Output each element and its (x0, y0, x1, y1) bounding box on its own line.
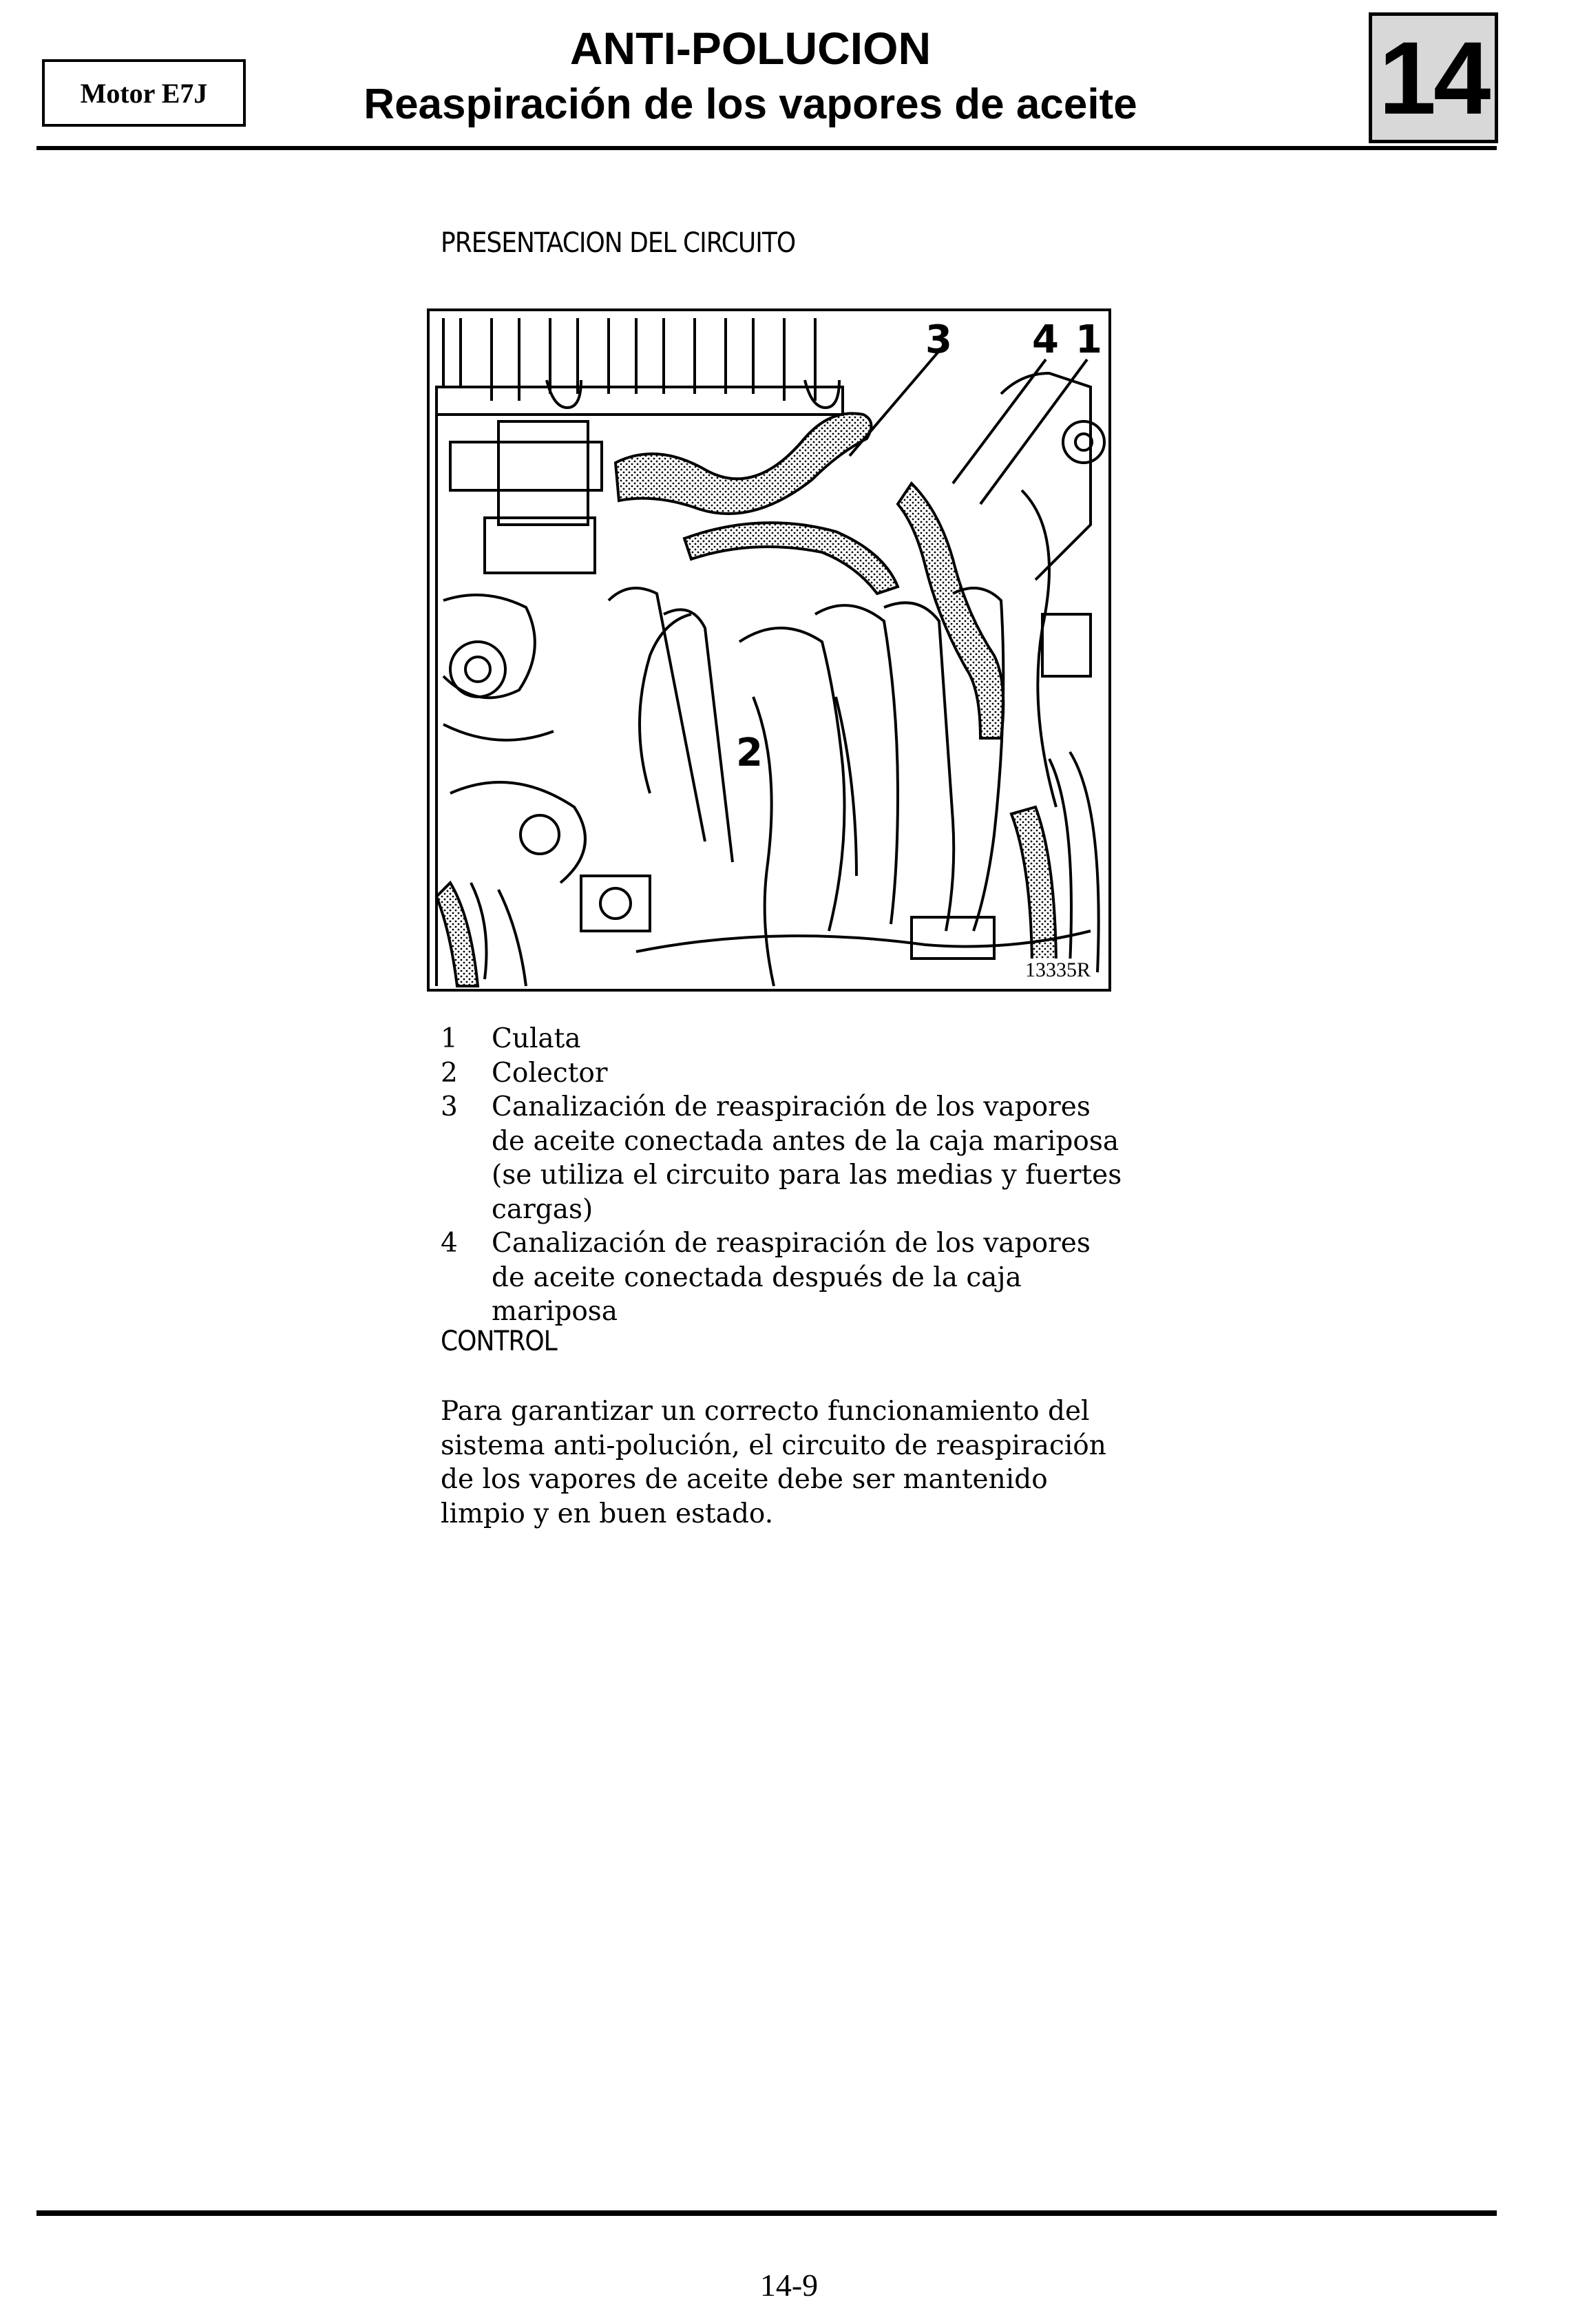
engine-label: Motor E7J (80, 77, 208, 109)
page-title-block (275, 19, 1225, 132)
callout-2: 2 (736, 731, 763, 775)
legend-text: Culata (492, 1023, 581, 1054)
figure-reference: 13335R (1022, 959, 1093, 982)
legend-number: 3 (441, 1091, 458, 1122)
footer-divider (36, 2210, 1497, 2216)
circuit-heading: PRESENTACION DEL CIRCUITO (441, 227, 796, 259)
section-number: 14 (1378, 19, 1488, 136)
legend-item (441, 1090, 1129, 1226)
callout-3: 3 (925, 317, 952, 362)
legend-number: 4 (441, 1228, 458, 1259)
control-heading: CONTROL (441, 1326, 557, 1357)
engine-illustration (427, 308, 1111, 992)
legend-text: Colector (492, 1057, 608, 1089)
legend-item (441, 1056, 1129, 1091)
callout-1: 1 (1075, 317, 1102, 362)
engine-label-box (42, 59, 246, 127)
legend-number: 2 (441, 1057, 458, 1089)
engine-drawing (430, 311, 1111, 992)
callout-4: 4 (1032, 317, 1059, 362)
figure-legend (441, 1022, 1129, 1329)
legend-item (441, 1022, 1129, 1056)
legend-number: 1 (441, 1023, 458, 1054)
section-number-box (1369, 12, 1498, 143)
control-paragraph: Para garantizar un correcto funcionamiento del sistema anti-polución, el circuito de reaspiración de los vapores de aceite debe ser mantenido limpio y en buen estado. (441, 1396, 1106, 1529)
legend-text: Canalización de reaspiración de los vapores de aceite conectada después de la caja mariposa (492, 1228, 1091, 1327)
legend-item (441, 1226, 1129, 1329)
page-title: ANTI-POLUCION (569, 23, 932, 74)
page-subtitle: Reaspiración de los vapores de aceite (364, 81, 1137, 128)
header-divider (36, 146, 1497, 150)
legend-text: Canalización de reaspiración de los vapores de aceite conectada antes de la caja mariposa (se utiliza el circuito para las medias y fuertes cargas) (492, 1091, 1122, 1225)
page-number: 14-9 (759, 2268, 819, 2303)
